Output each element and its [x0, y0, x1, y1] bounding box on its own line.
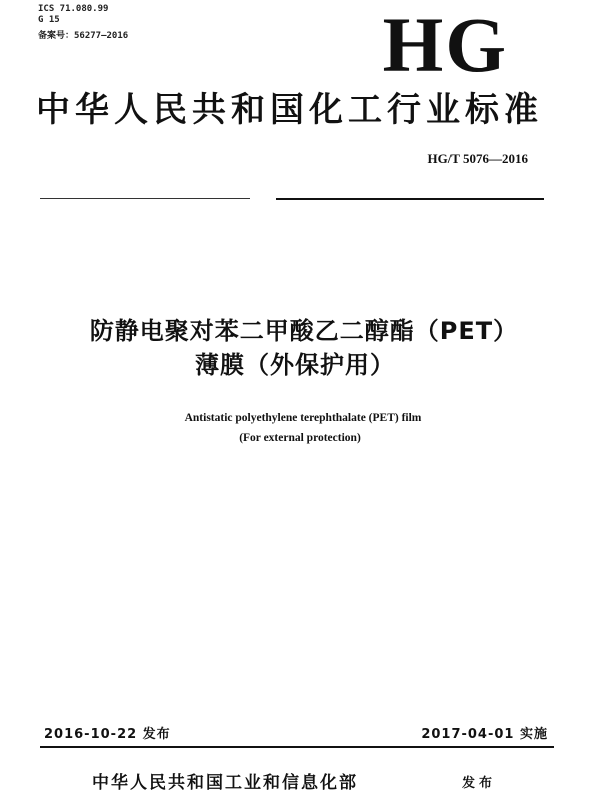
english-title [0, 408, 600, 448]
top-divider-left [40, 198, 250, 199]
publisher-name: 中华人民共和国工业和信息化部 [92, 773, 358, 793]
hg-logo: HG [382, 1, 508, 88]
standard-number: HG/T 5076—2016 [427, 151, 528, 166]
bottom-divider [40, 746, 554, 748]
record-number: 备案号：56277—2016 [38, 31, 129, 41]
publish-label: 发布 [462, 776, 497, 791]
ics-code: ICS 71.080.99 [38, 4, 109, 14]
implementation-date: 2017-04-01 实施 [421, 727, 548, 742]
chinese-title-line-1: 防静电聚对苯二甲酸乙二醇酯（PET） [89, 317, 519, 345]
top-divider-right [276, 198, 544, 200]
chinese-title [0, 314, 600, 382]
issue-date: 2016-10-22 发布 [44, 727, 171, 742]
chinese-title-line-2: 薄膜（外保护用） [195, 351, 395, 379]
english-title-line-1: Antistatic polyethylene terephthalate (PET) film [184, 412, 422, 424]
english-title-line-2: (For external protection) [239, 432, 361, 444]
ccs-code: G 15 [38, 15, 60, 25]
standard-type-heading: 中华人民共和国化工行业标准 [36, 90, 543, 130]
